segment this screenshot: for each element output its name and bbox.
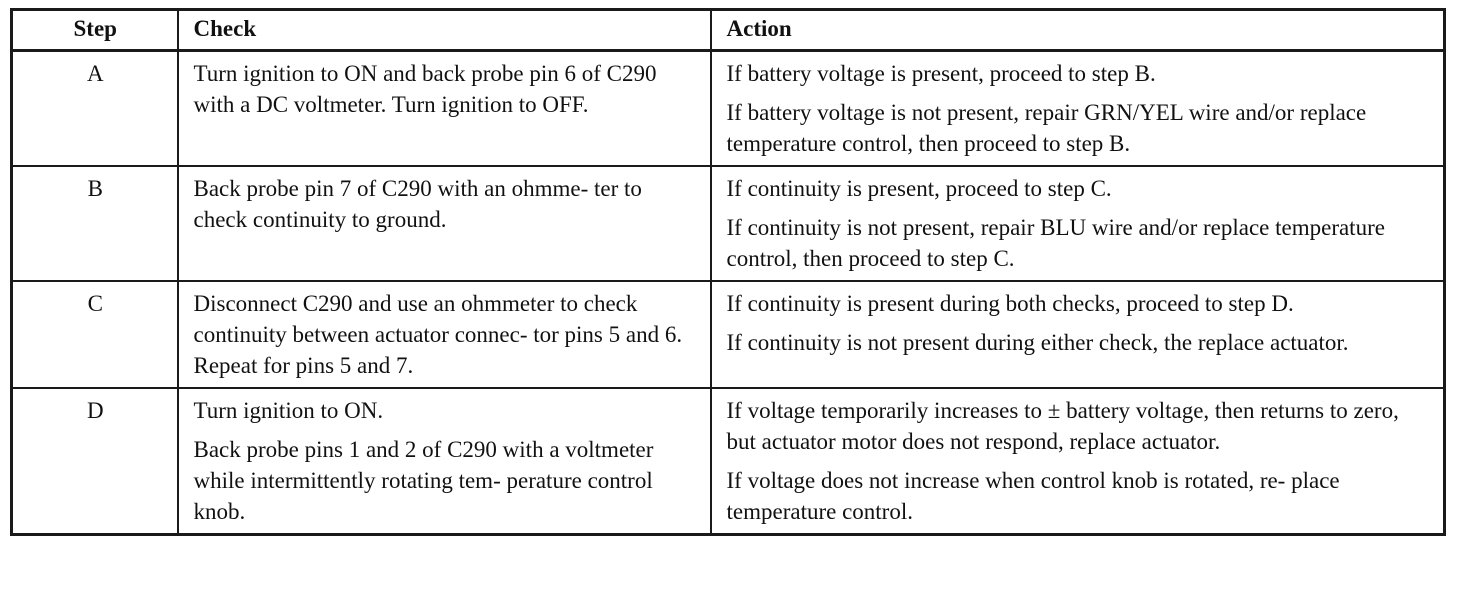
action-text: If continuity is present, proceed to step C.	[726, 176, 1112, 201]
diagnostic-table	[10, 8, 1446, 536]
check-cell	[178, 51, 711, 167]
action-text: If battery voltage is present, proceed to step B.	[726, 61, 1156, 86]
step-cell: A	[12, 51, 178, 167]
check-text: Turn ignition to ON and back probe pin 6 of C290 with a DC voltmeter. Turn ignition to OFF.	[193, 61, 657, 117]
step-cell: C	[12, 281, 178, 388]
action-cell	[711, 281, 1445, 388]
check-cell	[178, 388, 711, 535]
header-check: Check	[178, 10, 711, 51]
table-body	[12, 51, 1445, 535]
table-row	[12, 281, 1445, 388]
action-text: If voltage does not increase when control knob is rotated, re- place temperature control.	[726, 468, 1340, 524]
table-row	[12, 166, 1445, 281]
action-cell	[711, 51, 1445, 167]
table-row	[12, 51, 1445, 167]
action-text: If battery voltage is not present, repair GRN/YEL wire and/or replace temperature control, then proceed to step B.	[726, 100, 1367, 156]
action-text: If continuity is not present during either check, the replace actuator.	[726, 330, 1349, 355]
header-step: Step	[12, 10, 178, 51]
check-text: Turn ignition to ON.	[193, 398, 384, 423]
header-row	[12, 10, 1445, 51]
action-text: If continuity is not present, repair BLU wire and/or replace temperature control, then proceed to step C.	[726, 215, 1385, 271]
table-header	[12, 10, 1445, 51]
check-text: Back probe pin 7 of C290 with an ohmme- ter to check continuity to ground.	[193, 176, 642, 232]
check-cell	[178, 166, 711, 281]
check-cell	[178, 281, 711, 388]
check-text: Back probe pins 1 and 2 of C290 with a voltmeter while intermittently rotating tem- perature control knob.	[193, 437, 654, 524]
check-text: Disconnect C290 and use an ohmmeter to check continuity between actuator connec- tor pins 5 and 6. Repeat for pins 5 and 7.	[193, 291, 683, 378]
header-action: Action	[711, 10, 1445, 51]
step-cell: D	[12, 388, 178, 535]
action-cell	[711, 166, 1445, 281]
step-cell: B	[12, 166, 178, 281]
table-row	[12, 388, 1445, 535]
action-cell	[711, 388, 1445, 535]
action-text: If continuity is present during both checks, proceed to step D.	[726, 291, 1294, 316]
action-text: If voltage temporarily increases to ± battery voltage, then returns to zero, but actuator motor does not respond, replace actuator.	[726, 398, 1399, 454]
